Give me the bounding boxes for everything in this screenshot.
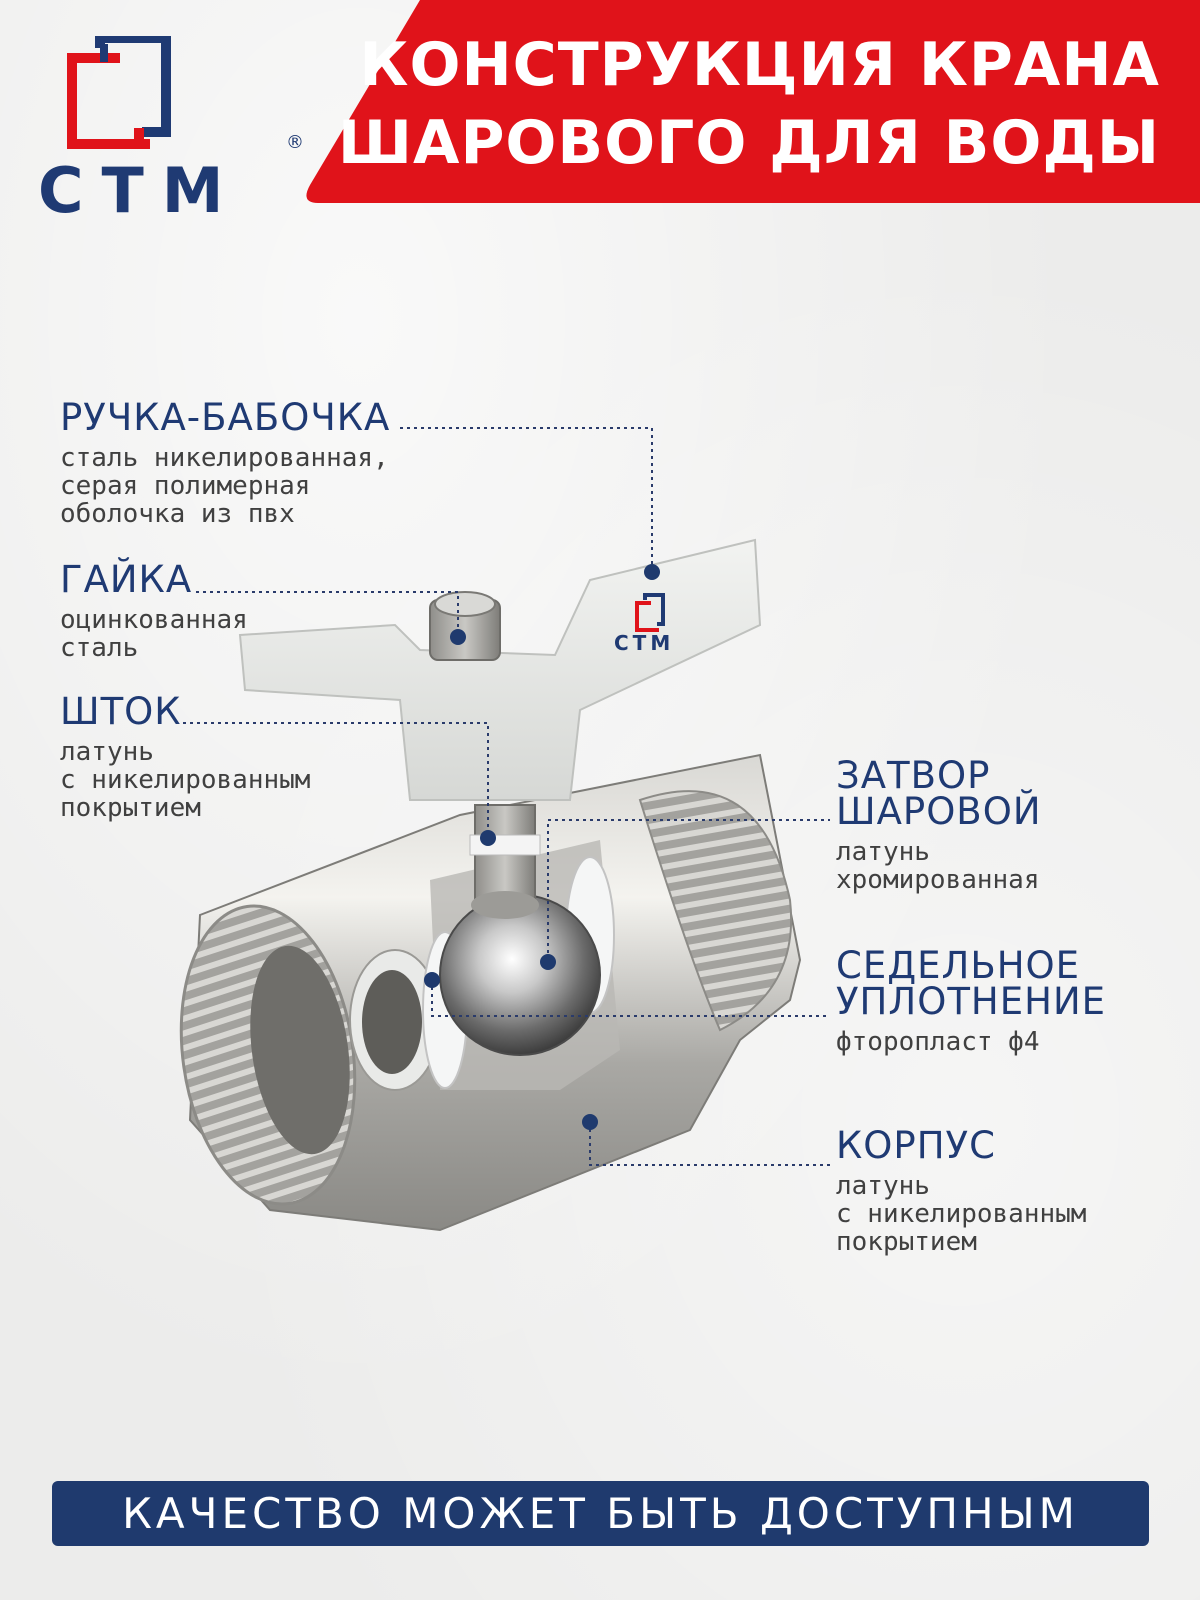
label-nut-line-1: оцинкованная [60, 605, 248, 635]
dot-handle [644, 564, 660, 580]
label-seal-desc [836, 1028, 1106, 1056]
butterfly-handle [240, 540, 760, 800]
label-body-line-1: латунь [836, 1171, 930, 1201]
label-handle-desc [60, 444, 390, 528]
label-stem-line-3: покрытием [60, 793, 201, 823]
dot-stem [480, 830, 496, 846]
label-ball-title-1: ЗАТВОР [836, 754, 991, 797]
dot-body [582, 1114, 598, 1130]
logo-text: СТМ [38, 154, 242, 227]
label-body [836, 1124, 1087, 1257]
label-seal [836, 944, 1106, 1057]
label-ball-line-2: хромированная [836, 865, 1040, 895]
label-body-title: КОРПУС [836, 1124, 996, 1167]
footer-slogan: КАЧЕСТВО МОЖЕТ БЫТЬ ДОСТУПНЫМ [122, 1489, 1079, 1538]
dot-ball [540, 954, 556, 970]
dot-seal [424, 972, 440, 988]
label-ball-line-1: латунь [836, 837, 930, 867]
dot-nut [450, 629, 466, 645]
registered-mark: ® [286, 132, 304, 153]
label-handle [60, 396, 391, 529]
page-title-line-2: ШАРОВОГО ДЛЯ ВОДЫ [337, 108, 1160, 178]
label-handle-line-3: оболочка из пвх [60, 499, 295, 529]
label-ball-title-2: ШАРОВОЙ [836, 790, 1042, 833]
label-stem-desc [60, 738, 310, 822]
label-nut-line-2: сталь [60, 633, 139, 663]
label-ball-desc [836, 838, 1042, 894]
label-body-desc [836, 1172, 1086, 1256]
page-title-line-1: КОНСТРУКЦИЯ КРАНА [359, 30, 1160, 100]
label-handle-line-1: сталь никелированная, [60, 443, 389, 473]
label-ball [836, 754, 1042, 895]
label-stem [60, 690, 311, 823]
valve-stem [470, 805, 540, 919]
leader-handle [400, 428, 652, 572]
label-nut-title: ГАЙКА [60, 558, 193, 601]
label-seal-title-1: СЕДЕЛЬНОЕ [836, 944, 1081, 987]
label-handle-title: РУЧКА-БАБОЧКА [60, 396, 391, 439]
handle-logo-text: СТМ [614, 631, 675, 655]
footer-slogan-bar [52, 1481, 1149, 1546]
label-seal-title-2: УПЛОТНЕНИЕ [836, 980, 1106, 1023]
label-stem-line-1: латунь [60, 737, 154, 767]
label-stem-title: ШТОК [60, 690, 182, 733]
label-nut [60, 558, 248, 663]
label-nut-desc [60, 606, 248, 662]
label-handle-line-2: серая полимерная [60, 471, 311, 501]
label-seal-line-1: фторопласт ф4 [836, 1027, 1040, 1057]
label-body-line-2: с никелированным [836, 1199, 1087, 1229]
label-body-line-3: покрытием [836, 1227, 977, 1257]
label-stem-line-2: с никелированным [60, 765, 311, 795]
